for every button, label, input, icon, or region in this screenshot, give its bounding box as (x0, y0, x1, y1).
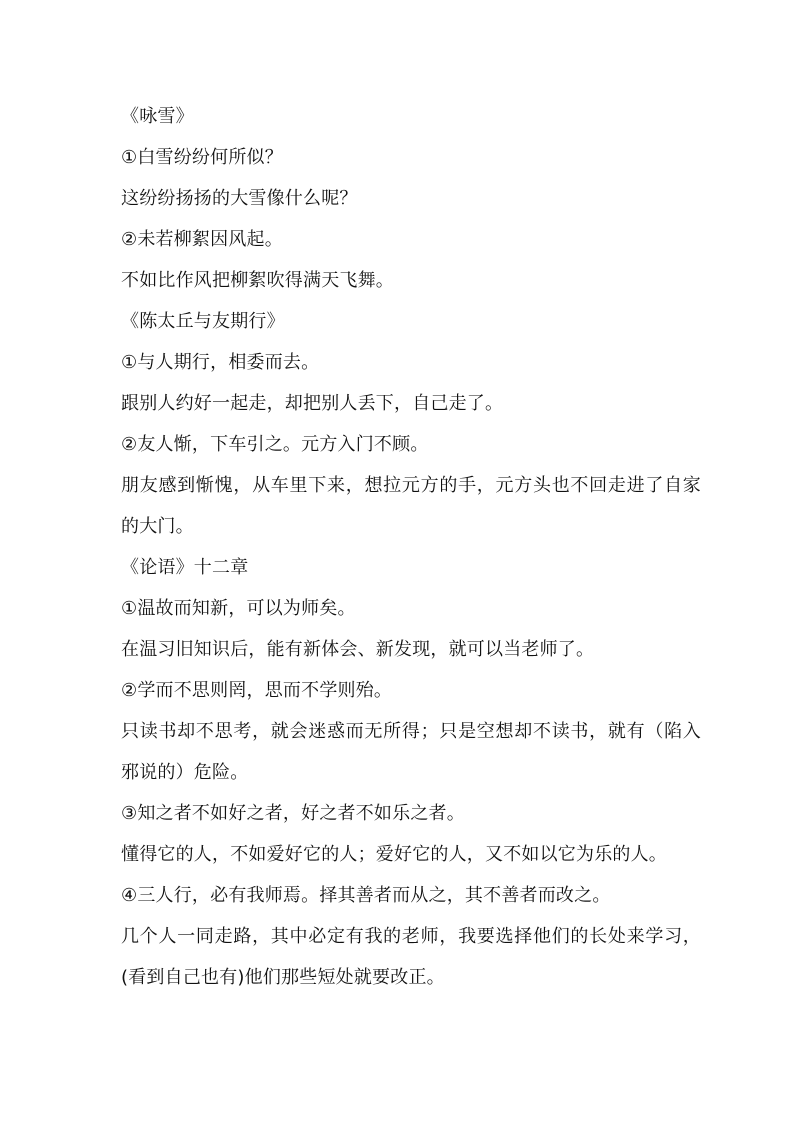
original-line: ④三人行，必有我师焉。择其善者而从之，其不善者而改之。 (121, 885, 611, 906)
original-line: ②友人惭，下车引之。元方入门不顾。 (121, 434, 429, 455)
original-line: ①温故而知新，可以为师矣。 (121, 598, 356, 619)
original-line: ①白雪纷纷何所似？ (121, 147, 283, 168)
translation-line: 几个人一同走路，其中必定有我的老师，我要选择他们的长处来学习，(看到自己也有)他们那些短处就要改正。 (121, 926, 701, 988)
title-chen-taiqiu: 《陈太丘与友期行》 (121, 311, 285, 332)
title-lunyu: 《论语》十二章 (121, 557, 249, 578)
translation-line: 不如比作风把柳絮吹得满天飞舞。 (121, 270, 394, 291)
title-yong-xue: 《咏雪》 (121, 106, 194, 127)
translation-line: 跟别人约好一起走，却把别人丢下，自己走了。 (121, 393, 504, 414)
translation-line: 在温习旧知识后，能有新体会、新发现，就可以当老师了。 (121, 639, 595, 660)
translation-line: 懂得它的人，不如爱好它的人；爱好它的人，又不如以它为乐的人。 (121, 844, 667, 865)
document-body (121, 96, 701, 998)
translation-line: 朋友感到惭愧，从车里下来，想拉元方的手，元方头也不回走进了自家的大门。 (121, 475, 701, 537)
original-line: ②学而不思则罔，思而不学则殆。 (121, 680, 393, 701)
original-line: ①与人期行，相委而去。 (121, 352, 320, 373)
translation-line: 只读书却不思考，就会迷惑而无所得；只是空想却不读书，就有（陷入邪说的）危险。 (121, 721, 701, 783)
original-line: ②未若柳絮因风起。 (121, 229, 283, 250)
original-line: ③知之者不如好之者，好之者不如乐之者。 (121, 803, 465, 824)
translation-line: 这纷纷扬扬的大雪像什么呢？ (121, 188, 358, 209)
